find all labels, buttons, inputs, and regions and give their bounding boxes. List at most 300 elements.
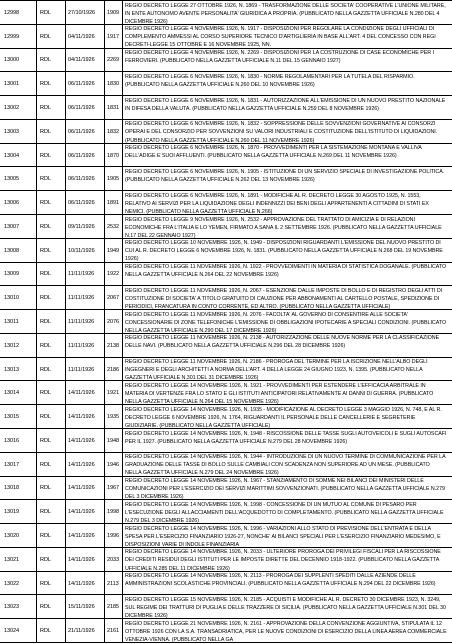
act-date — [68, 381, 102, 405]
act-code-text: 2269 — [107, 57, 120, 64]
column-divider — [104, 191, 105, 215]
act-code-text: 1905 — [107, 176, 120, 183]
column-divider — [36, 25, 37, 49]
act-type — [40, 500, 64, 524]
table-row — [0, 357, 452, 382]
act-type-text: RDL — [40, 128, 51, 135]
column-divider — [122, 524, 123, 548]
table-row — [0, 594, 452, 619]
act-type — [40, 49, 64, 73]
act-date — [68, 453, 102, 477]
act-date-text: 27/10/1926 — [68, 9, 95, 16]
act-type-text: RDL — [40, 104, 51, 111]
row-number-text: 13013 — [4, 366, 20, 373]
column-divider — [104, 239, 105, 263]
act-date — [68, 120, 102, 144]
act-description — [125, 334, 447, 358]
act-description — [125, 120, 447, 144]
column-divider — [104, 358, 105, 382]
row-number — [4, 334, 34, 358]
row-number-text: 13010 — [4, 295, 20, 302]
table-row — [0, 0, 452, 25]
table-row — [0, 523, 452, 548]
column-divider — [104, 572, 105, 596]
act-code — [107, 310, 119, 334]
act-code-text: 1830 — [107, 81, 120, 88]
act-description-text: REGIO DECRETO LEGGE 15 NOVEMBRE 1926, N. 2185 - ACQUISTI E MODIFICHE AL R. DECRETO 30 DICEMBRE 1923, N. 3249, SUL REGIME DEI TRATTURI DI PUGLIA E DELLE TRAZZERE DI SICILIA. (PUBBLICATO NELLA GAZZETTA UFFICIALE N.301 DEL 30 DICEMBRE 1926) — [125, 596, 446, 620]
act-type — [40, 381, 64, 405]
act-code — [107, 334, 119, 358]
row-number-text: 13017 — [4, 461, 20, 468]
column-divider — [122, 96, 123, 120]
column-divider — [36, 286, 37, 310]
table-row — [0, 571, 452, 596]
act-code — [107, 263, 119, 287]
column-divider — [65, 191, 66, 215]
act-description — [125, 215, 447, 239]
column-divider — [104, 524, 105, 548]
column-divider — [104, 548, 105, 572]
column-divider — [36, 619, 37, 642]
table-row — [0, 166, 452, 191]
column-divider — [36, 334, 37, 358]
act-date — [68, 310, 102, 334]
column-divider — [104, 500, 105, 524]
table-row — [0, 380, 452, 405]
act-type — [40, 524, 64, 548]
act-code — [107, 239, 119, 263]
act-date — [68, 334, 102, 358]
row-number — [4, 381, 34, 405]
act-type — [40, 286, 64, 310]
table-row — [0, 24, 452, 49]
act-date — [68, 524, 102, 548]
act-type-text: RDL — [40, 33, 51, 40]
act-code — [107, 72, 119, 96]
act-type — [40, 215, 64, 239]
column-divider — [36, 595, 37, 619]
table-row — [0, 547, 452, 572]
act-date — [68, 619, 102, 642]
row-number — [4, 310, 34, 334]
row-number-text: 13008 — [4, 247, 20, 254]
act-date-text: 04/11/1926 — [68, 57, 95, 64]
column-divider — [122, 25, 123, 49]
row-number-text: 13004 — [4, 152, 20, 159]
act-date-text: 14/11/1926 — [68, 390, 95, 397]
act-date-text: 11/11/1926 — [68, 318, 95, 325]
row-number-text: 13023 — [4, 604, 20, 611]
act-type-text: RDL — [40, 580, 51, 587]
act-type-text: RDL — [40, 81, 51, 88]
act-date — [68, 405, 102, 429]
column-divider — [36, 358, 37, 382]
act-date — [68, 49, 102, 73]
act-type — [40, 310, 64, 334]
column-divider — [122, 310, 123, 334]
column-divider — [36, 49, 37, 73]
column-divider — [36, 120, 37, 144]
row-number — [4, 215, 34, 239]
act-type — [40, 25, 64, 49]
act-date — [68, 548, 102, 572]
act-code — [107, 477, 119, 501]
table-row — [0, 452, 452, 477]
act-type-text: RDL — [40, 271, 51, 278]
row-number-text: 13020 — [4, 532, 20, 539]
act-type — [40, 263, 64, 287]
column-divider — [122, 548, 123, 572]
act-type-text: RDL — [40, 247, 51, 254]
column-divider — [122, 405, 123, 429]
act-type-text: RDL — [40, 604, 51, 611]
row-number-text: 13006 — [4, 200, 20, 207]
column-divider — [65, 1, 66, 25]
act-description-text: REGIO DECRETO LEGGE 14 NOVEMBRE 1926, N. 2033 - ULTERIORE PROROGA DEI PRIVILEGI FISCALI PER LA RISCOSSIONE DEI CREDITI RESIDUI DEGLI ISTITUTI PER LE IMPOSTE DIRETTE DEL DECENNIO 1918-1922. (PUBBLICATO NELLA GAZZETTA UFFICIALE N.285 DEL 11 DICEMBRE 1926) — [125, 549, 441, 572]
act-description — [125, 1, 447, 25]
column-divider — [122, 144, 123, 168]
column-divider — [122, 167, 123, 191]
act-type-text: RDL — [40, 9, 51, 16]
act-description-text: REGIO DECRETO LEGGE 14 NOVEMBRE 1926, N. 1948 - RISCOSSIONE DELLE TASSE SUGLI AUTOVEICOLI E SUGLI AUTOSCAFI PER IL 1927. (PUBBLICATO NELLA GAZZETTA UFFICIALE N.279 DEL 28 NOVEMBRE 1926) — [125, 430, 447, 445]
column-divider — [104, 263, 105, 287]
row-number — [4, 263, 34, 287]
column-divider — [65, 405, 66, 429]
column-divider — [104, 167, 105, 191]
act-description — [125, 572, 447, 596]
act-type — [40, 96, 64, 120]
column-divider — [65, 358, 66, 382]
act-description — [125, 263, 447, 287]
act-date-text: 14/11/1926 — [68, 414, 95, 421]
column-divider — [36, 239, 37, 263]
act-description-text: REGIO DECRETO LEGGE 14 NOVEMBRE 1926, N. 1935 - MODIFICAZIONE AL DECRETO LEGGE 3 MAGGIO 1926, N. 748, E AL R. DECRETO LEGGE 6 NOVEMBRE 1926, N. 1764, RIGUARDANTI IL PERSONALE DELLE CANCELLERIE E SEGRETERIE GIUDIZIARIE. (PUBBLICATO NELLA GAZZETTA UFFICIALE) — [125, 406, 442, 429]
act-date — [68, 429, 102, 453]
act-code-text: 1922 — [107, 271, 120, 278]
act-code — [107, 25, 119, 49]
act-description-text: REGIO DECRETO LEGGE 11 NOVEMBRE 1926, N. 2186 - PROROGA DEL TERMINE PER LA ISCRIZIONE NELL'ALBO DEGLI INGEGNERI E DEGLI ARCHITETTI A NORMA DELL'ART. 4 DELLA LEGGE 24 GIUGNO 1923, N. 1395. (PUBBLICATO NELLA GAZZETTA UFFICIALE N.301 DEL 31 DICEMBRE 1926) — [125, 359, 428, 382]
column-divider — [122, 619, 123, 642]
column-divider — [122, 381, 123, 405]
row-number — [4, 49, 34, 73]
column-divider — [36, 500, 37, 524]
table-row — [0, 119, 452, 144]
act-description — [125, 429, 447, 453]
column-divider — [36, 1, 37, 25]
act-type-text: RDL — [40, 366, 51, 373]
column-divider — [122, 358, 123, 382]
act-code-text: 1998 — [107, 509, 120, 516]
act-date — [68, 286, 102, 310]
column-divider — [65, 144, 66, 168]
act-code-text: 1891 — [107, 200, 120, 207]
act-description — [125, 96, 447, 120]
act-date-text: 11/11/1926 — [68, 271, 95, 278]
column-divider — [104, 144, 105, 168]
table-row — [0, 476, 452, 501]
act-description-text: REGIO DECRETO LEGGE 21 NOVEMBRE 1926, N. 2161 - APPROVAZIONE DELLA CONVENZIONE AGGIUNTIVA, STIPULATA IL 12 OTTOBRE 1926 CON LA S.A. TRANSADRIATICA, PER LE NUOVE CONDIZIONI DI ESERCIZIO DELLA LINEA AEREA COMMERCIALE VENEZIA-VIENNA. (PUBBLICATO NELLA GA — [125, 620, 447, 643]
act-description-text: REGIO DECRETO LEGGE 14 NOVEMBRE 1926, N. 1921 - PROVVEDIMENTI PER ESTENDERE L'EFFICACIA ARBITRALE IN MATERIA DI VERTENZE FRA LO STATO E GLI ISTITUTI ANTICIPATORI RELATIVAMENTE AI DANNI DI GUERRA. (PUBBLICATO NELLA GAZZETTA UFFICIALE N.264 DEL 15 NOVEMBRE 1926) — [125, 382, 434, 406]
column-divider — [122, 453, 123, 477]
column-divider — [36, 572, 37, 596]
act-date-text: 04/11/1926 — [68, 33, 95, 40]
column-divider — [104, 405, 105, 429]
column-divider — [122, 334, 123, 358]
act-code-text: 2185 — [107, 604, 120, 611]
column-divider — [104, 286, 105, 310]
act-description-text: REGIO DECRETO LEGGE 6 NOVEMBRE 1926, N. 1832 - SOPPRESSIONE DELLE SOVVENZIONI GOVERNATIVE AI CONSORZI OPERAI E DEL CONSORZIO PER SOVVENZIONI SU VALORI INDUSTRIALI E COSTITUZIONE DELL'ISTITUTO DI LIQUIDAZIONI. (PUBBLICATO NELLA GAZZETTA UFFICIALE N.260 DEL 11 NOVEMBRE 1926) — [125, 121, 438, 144]
column-divider — [65, 619, 66, 642]
row-number — [4, 619, 34, 642]
act-type — [40, 191, 64, 215]
act-type-text: RDL — [40, 318, 51, 325]
act-code — [107, 96, 119, 120]
column-divider — [104, 1, 105, 25]
act-type-text: RDL — [40, 152, 51, 159]
act-date — [68, 239, 102, 263]
act-description-text: REGIO DECRETO LEGGE 6 NOVEMBRE 1926, N. 1831 - AUTORIZZAZIONE ALL'EMISSIONE DI UN NUOVO PRESTITO NAZIONALE IN DIFESA DELLA VALUTA. (PUBBLICATO NELLA GAZZETTA UFFICIALE N.259 DEL 8 NOVEMBRE 1926) — [125, 97, 446, 112]
act-date-text: 21/11/1926 — [68, 627, 95, 634]
column-divider — [65, 500, 66, 524]
row-number — [4, 72, 34, 96]
column-divider — [122, 572, 123, 596]
row-number — [4, 453, 34, 477]
act-code-text: 2138 — [107, 342, 120, 349]
act-type-text: RDL — [40, 200, 51, 207]
act-type — [40, 144, 64, 168]
row-number-text: 13011 — [4, 318, 19, 325]
act-type-text: RDL — [40, 461, 51, 468]
act-description-text: REGIO DECRETO LEGGE 6 NOVEMBRE 1926, N. 1870 - PROVVEDIMENTI PER LA SISTEMAZIONE MONTANA E VALLIVA DELL'ADIGE E SUOI AFFLUENTI. (PUBBLICATO NELLA GAZZETTA UFFICIALE N.269 DEL 11 NOVEMBRE 1926) — [125, 145, 422, 160]
column-divider — [65, 286, 66, 310]
row-number — [4, 191, 34, 215]
row-number-text: 13003 — [4, 128, 20, 135]
act-code — [107, 548, 119, 572]
column-divider — [65, 334, 66, 358]
act-description — [125, 619, 447, 642]
row-number — [4, 429, 34, 453]
act-date — [68, 144, 102, 168]
act-type-text: RDL — [40, 57, 51, 64]
row-number — [4, 120, 34, 144]
act-date-text: 14/11/1926 — [68, 485, 95, 492]
act-date-text: 06/11/1926 — [68, 200, 95, 207]
act-code — [107, 215, 119, 239]
column-divider — [122, 1, 123, 25]
act-description-text: REGIO DECRETO LEGGE 4 NOVEMBRE 1926, N. 1917 - DISPOSIZIONI PER REGOLARE LA CONDIZIONE DEGLI UFFICIALI DI COMPLEMENTO AMMESSI AL CORSO SUPERIORE TECNICO D'ARTIGLIERIA IN BASE ALL'ART. 4 DEL CONCESSO CON REGI DECRETI-LEGGE 15 OTTOBRE E 16 NOVEMBRE 1925, NN. — [125, 26, 436, 49]
act-code — [107, 429, 119, 453]
act-code-text: 2076 — [107, 318, 120, 325]
act-date-text: 14/11/1926 — [68, 580, 95, 587]
act-description — [125, 191, 447, 215]
column-divider — [65, 239, 66, 263]
act-description — [125, 524, 447, 548]
row-number-text: 13012 — [4, 342, 20, 349]
act-type-text: RDL — [40, 532, 51, 539]
row-number — [4, 572, 34, 596]
act-date — [68, 191, 102, 215]
table-row — [0, 190, 452, 215]
act-type-text: RDL — [40, 437, 51, 444]
act-description — [125, 381, 447, 405]
table-row — [0, 95, 452, 120]
column-divider — [65, 548, 66, 572]
row-number-text: 13015 — [4, 414, 20, 421]
column-divider — [104, 619, 105, 642]
act-type-text: RDL — [40, 342, 51, 349]
act-description — [125, 548, 447, 572]
column-divider — [36, 167, 37, 191]
row-number — [4, 239, 34, 263]
column-divider — [65, 96, 66, 120]
row-number-text: 13007 — [4, 223, 20, 230]
column-divider — [36, 429, 37, 453]
act-date — [68, 500, 102, 524]
act-description — [125, 595, 447, 619]
column-divider — [36, 72, 37, 96]
act-code-text: 1917 — [107, 33, 120, 40]
act-type-text: RDL — [40, 414, 51, 421]
column-divider — [104, 334, 105, 358]
column-divider — [122, 215, 123, 239]
row-number-text: 13022 — [4, 580, 20, 587]
act-description-text: REGIO DECRETO LEGGE 9 NOVEMBRE 1926, N. 2532 - APPROVAZIONE DEL TRATTATO DI AMICIZIA E DI RELAZIONI ECONOMICHE FRA L'ITALIA E LO YEMEN, FIRMATO A SANA IL 2 SETTEMBRE 1926. (PUBBLICATO NELLA GAZZETTA UFFICIALE N.17 DEL 22 GENNAIO 1927) — [125, 216, 442, 239]
act-code — [107, 381, 119, 405]
act-code — [107, 358, 119, 382]
act-date — [68, 572, 102, 596]
act-type-text: RDL — [40, 627, 51, 634]
column-divider — [36, 453, 37, 477]
column-divider — [122, 429, 123, 453]
act-date-text: 09/11/1926 — [68, 223, 95, 230]
table-row — [0, 214, 452, 239]
act-type — [40, 358, 64, 382]
act-type — [40, 405, 64, 429]
act-description — [125, 72, 447, 96]
column-divider — [122, 239, 123, 263]
column-divider — [65, 72, 66, 96]
act-date-text: 10/11/1926 — [68, 247, 95, 254]
act-code — [107, 120, 119, 144]
row-number — [4, 595, 34, 619]
table-row — [0, 428, 452, 453]
act-date — [68, 167, 102, 191]
act-code-text: 1949 — [107, 247, 120, 254]
act-code-text: 1967 — [107, 485, 120, 492]
act-type — [40, 334, 64, 358]
act-code-text: 1870 — [107, 152, 120, 159]
column-divider — [65, 263, 66, 287]
column-divider — [122, 500, 123, 524]
act-code-text: 1948 — [107, 437, 120, 444]
act-code-text: 1996 — [107, 532, 120, 539]
column-divider — [104, 381, 105, 405]
act-description — [125, 358, 447, 382]
act-code-text: 1831 — [107, 104, 120, 111]
column-divider — [65, 49, 66, 73]
act-type-text: RDL — [40, 509, 51, 516]
column-divider — [65, 595, 66, 619]
act-code — [107, 144, 119, 168]
act-type — [40, 548, 64, 572]
column-divider — [36, 191, 37, 215]
act-type — [40, 453, 64, 477]
act-description — [125, 144, 447, 168]
act-code — [107, 453, 119, 477]
column-divider — [122, 263, 123, 287]
act-date — [68, 72, 102, 96]
row-number-text: 13001 — [4, 81, 20, 88]
act-code — [107, 191, 119, 215]
act-description-text: REGIO DECRETO LEGGE 11 NOVEMBRE 1926, N. 1922 - PROVVEDIMENTI IN MATERIA DI STATISTICA DOGANALE. (PUBBLICATO NELLA GAZZETTA UFFICIALE N.264 DEL 22 NOVEMBRE 1926) — [125, 264, 447, 279]
column-divider — [122, 477, 123, 501]
act-date-text: 06/11/1926 — [68, 152, 95, 159]
act-type — [40, 477, 64, 501]
row-number — [4, 96, 34, 120]
act-code — [107, 49, 119, 73]
column-divider — [122, 120, 123, 144]
row-number — [4, 477, 34, 501]
column-divider — [36, 381, 37, 405]
act-description-text: REGIO DECRETO LEGGE 4 NOVEMBRE 1926, N. 2269 - DISPOSIZIONI PER LA COSTRUZIONE DI CASE ECONOMICHE PER I FERROVIERI. (PUBBLICATO NELLA GAZZETTA UFFICIALE N.11 DEL 15 GENNAIO 1927) — [125, 50, 434, 65]
act-date-text: 06/11/1926 — [68, 176, 95, 183]
act-description — [125, 25, 447, 49]
column-divider — [104, 215, 105, 239]
act-type — [40, 429, 64, 453]
act-code — [107, 595, 119, 619]
row-number-text: 13021 — [4, 556, 20, 563]
act-description-text: REGIO DECRETO LEGGE 11 NOVEMBRE 1926, N. 2138 - AUTORIZZAZIONE DELLE NUOVE NORME PER LA CLASSIFICAZIONE DELLE NAVI. (PUBBLICATO NELLA GAZZETTA UFFICIALE N.296 DEL 28 DICEMBRE 1926) — [125, 335, 440, 350]
column-divider — [65, 477, 66, 501]
act-description — [125, 453, 447, 477]
act-date — [68, 263, 102, 287]
act-description-text: REGIO DECRETO LEGGE 6 NOVEMBRE 1926, N. 1905 - ISTITUZIONE DI UN SERVIZIO SPECIALE DI INVESTIGAZIONE POLITICA. (PUBBLICATO NELLA GAZZETTA UFFICIALE N.262 DEL 13 NOVEMBRE 1926) — [125, 168, 445, 184]
act-type — [40, 572, 64, 596]
act-description — [125, 49, 447, 73]
act-code — [107, 286, 119, 310]
row-number-text: 13005 — [4, 176, 20, 183]
act-date — [68, 1, 102, 25]
column-divider — [65, 167, 66, 191]
column-divider — [36, 263, 37, 287]
column-divider — [65, 215, 66, 239]
act-code — [107, 500, 119, 524]
column-divider — [36, 144, 37, 168]
column-divider — [65, 572, 66, 596]
column-divider — [104, 429, 105, 453]
act-code-text: 2033 — [107, 556, 120, 563]
column-divider — [104, 72, 105, 96]
row-number — [4, 358, 34, 382]
act-type-text: RDL — [40, 485, 51, 492]
table-row — [0, 143, 452, 168]
act-type — [40, 619, 64, 642]
act-description — [125, 500, 447, 524]
act-code — [107, 572, 119, 596]
table-row — [0, 499, 452, 524]
act-date-text: 14/11/1926 — [68, 437, 95, 444]
table-row — [0, 48, 452, 73]
act-type-text: RDL — [40, 176, 51, 183]
act-type-text: RDL — [40, 295, 51, 302]
act-description-text: REGIO DECRETO LEGGE 6 NOVEMBRE 1926, N. 1891 - MODIFICHE AL R. DECRETO LEGGE 30 AGOSTO 1925, N. 1553, RELATIVO AI SERVIZI PER LA LIQUIDAZIONE DEGLI INDENNIZZI DEI BENI DEGLI APPARTENENTI A CITTADINI DI STATI EX NEMICI. (PUBBLICATO NELLA GAZZETTA UFFICIALE N.266) — [125, 192, 429, 215]
act-date-text: 11/11/1926 — [68, 342, 95, 349]
act-description — [125, 310, 447, 334]
act-code — [107, 1, 119, 25]
column-divider — [122, 286, 123, 310]
act-description — [125, 167, 447, 191]
act-type — [40, 167, 64, 191]
